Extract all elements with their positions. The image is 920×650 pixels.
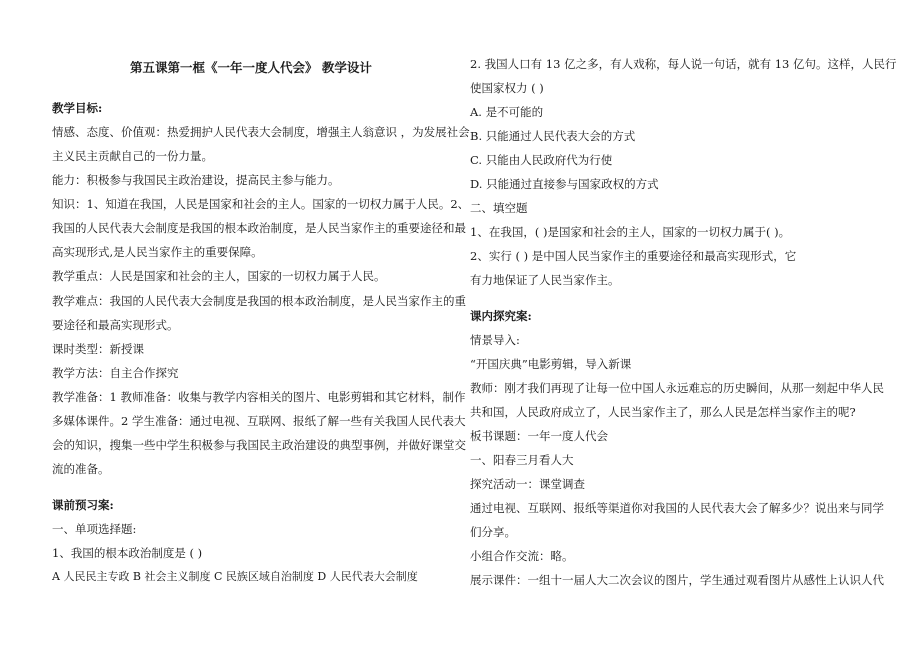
preparation-line-3: 会的知识，搜集一些中学生积极参与我国民主政治建设的典型事例，并做好课堂交 xyxy=(52,438,466,452)
objective-knowledge-line-2: 我国的人民代表大会制度是我国的根本政治制度，是人民当家作主的重要途径和最 xyxy=(52,221,466,235)
difficulty-line-1: 教学难点：我国的人民代表大会制度是我国的根本政治制度，是人民当家作主的重 xyxy=(52,294,466,308)
scenario-intro-label: 情景导入: xyxy=(470,333,520,347)
question-2-option-b: B. 只能通过人民代表大会的方式 xyxy=(470,129,636,143)
board-title: 板书课题：一年一度人代会 xyxy=(470,429,608,443)
question-2-option-c: C. 只能由人民政府代为行使 xyxy=(470,153,613,167)
question-2-line-2: 使国家权力 ( ) xyxy=(470,81,544,95)
question-2-option-a: A. 是不可能的 xyxy=(470,105,544,119)
survey-line-2: 们分享。 xyxy=(470,525,516,539)
film-clip-line: “开国庆典”电影剪辑，导入新课 xyxy=(470,357,632,371)
objectives-heading: 教学目标: xyxy=(52,101,103,115)
objective-emotion-line-1: 情感、态度、价值观：热爱拥护人民代表大会制度，增强主人翁意识 ，为发展社会 xyxy=(52,125,470,139)
explore-heading: 课内探究案: xyxy=(470,309,532,323)
objective-knowledge-line-3: 高实现形式,是人民当家作主的重要保障。 xyxy=(52,245,263,259)
activity-one: 探究活动一：课堂调查 xyxy=(470,477,585,491)
objective-ability: 能力：积极参与我国民主政治建设，提高民主参与能力。 xyxy=(52,173,340,187)
fill-question-2-line-2: 有力地保证了人民当家作主。 xyxy=(470,273,620,287)
teacher-line-2: 共和国，人民政府成立了，人民当家作主了，那么人民是怎样当家作主的呢? xyxy=(470,405,856,419)
question-1: 1、我国的根本政治制度是 ( ) xyxy=(52,546,203,560)
teaching-method: 教学方法：自主合作探究 xyxy=(52,366,179,380)
part-one-heading: 一、阳春三月看人大 xyxy=(470,453,574,467)
objective-emotion-line-2: 主义民主贡献自己的一份力量。 xyxy=(52,149,213,163)
key-point: 教学重点：人民是国家和社会的主人，国家的一切权力属于人民。 xyxy=(52,269,386,283)
question-1-options: A 人民民主专政 B 社会主义制度 C 民族区域自治制度 D 人民代表大会制度 xyxy=(52,570,418,583)
section-two-heading: 二、填空题 xyxy=(470,201,528,215)
teacher-line-1: 教师：刚才我们再现了让每一位中国人永远难忘的历史瞬间，从那一刻起中华人民 xyxy=(470,381,884,395)
document-title: 第五课第一框《一年一度人代会》 教学设计 xyxy=(130,60,372,75)
preparation-line-1: 教学准备：1 教师准备：收集与教学内容相关的图片、电影剪辑和其它材料，制作 xyxy=(52,390,466,404)
survey-line-1: 通过电视、互联网、报纸等渠道你对我国的人民代表大会了解多少？说出来与同学 xyxy=(470,501,884,515)
preparation-line-2: 多媒体课件。2 学生准备：通过电视、互联网、报纸了解一些有关我国人民代表大 xyxy=(52,414,466,428)
difficulty-line-2: 要途径和最高实现形式。 xyxy=(52,318,179,332)
section-one-heading: 一、单项选择题: xyxy=(52,522,137,536)
objective-knowledge-line-1: 知识：1、知道在我国，人民是国家和社会的主人。国家的一切权力属于人民。2、 xyxy=(52,197,470,211)
question-2-line-1: 2. 我国人口有 13 亿之多，有人戏称，每人说一句话，就有 13 亿句。这样，人民行 xyxy=(470,57,897,71)
fill-question-2-line-1: 2、实行 ( ) 是中国人民当家作主的重要途径和最高实现形式，它 xyxy=(470,249,797,263)
question-2-option-d: D. 只能通过直接参与国家政权的方式 xyxy=(470,177,659,191)
preview-heading: 课前预习案: xyxy=(52,498,114,512)
preparation-line-4: 流的准备。 xyxy=(52,462,110,476)
lesson-type: 课时类型：新授课 xyxy=(52,342,144,356)
fill-question-1: 1、在我国，( )是国家和社会的主人，国家的一切权力属于( )。 xyxy=(470,225,791,239)
group-discussion: 小组合作交流：略。 xyxy=(470,549,574,563)
courseware-line-1: 展示课件：一组十一届人大二次会议的图片，学生通过观看图片从感性上认识人代 xyxy=(470,573,884,587)
